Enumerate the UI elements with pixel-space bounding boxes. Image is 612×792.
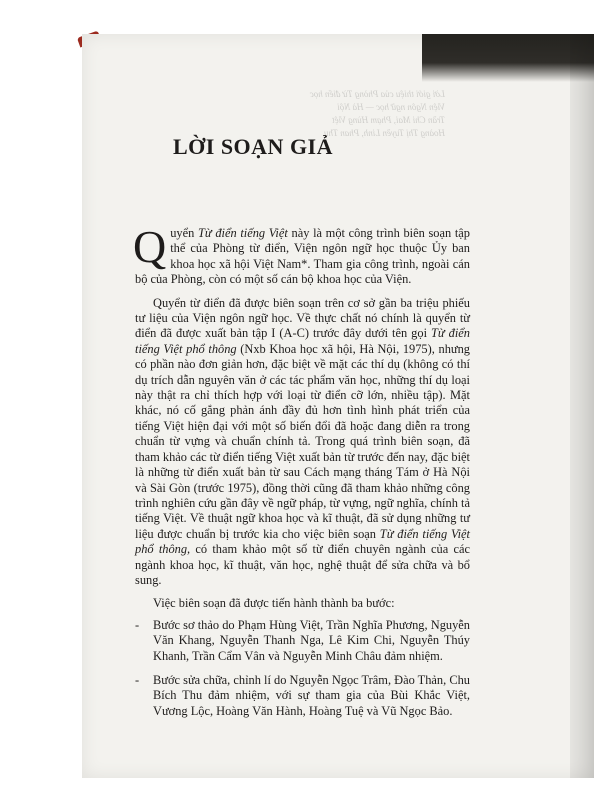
drop-cap: Q [133, 221, 167, 272]
paragraph-3: Việc biên soạn đã được tiến hành thành ba bước: [153, 596, 395, 611]
page-title: LỜI SOẠN GIẢ [172, 134, 334, 159]
paragraph-1: Quyển Từ điển tiếng Việt này là một công trình biên soạn tập thể của Phòng từ điển, Viện ngôn ngữ học thuộc Ủy ban khoa học xã hội Việt Nam*. Tham gia công trình, ngoài cán bộ của Phòng, còn có một số cán bộ khoa học của Viện. [133, 221, 471, 287]
steps-list [135, 618, 470, 719]
list-item: - Bước sửa chữa, chỉnh lí do Nguyễn Ngọc Trâm, Đào Thản, Chu Bích Thu đảm nhiệm, với sự tham gia của Bùi Khắc Việt, Vương Lộc, Hoàng Văn Hành, Hoàng Tuệ và Vũ Ngọc Bảo. [135, 672, 470, 718]
paragraph-2: Quyển từ điển đã được biên soạn trên cơ sở gần ba triệu phiếu tư liệu của Viện ngôn ngữ học. Về thực chất nó chính là quyển từ điển đã được xuất bản tập I (A-C) trước đây dưới tên gọi Từ điển tiếng Việt phổ thông (Nxb Khoa học xã hội, Hà Nội, 1975), nhưng có phần nào đơn giản hơn, đặc biệt về mặt các thí dụ (không có thí dụ trích dẫn nguyên văn ở các tác phẩm văn học, những thí dụ loại này thật ra chỉ thích hợp với loại từ điển cỡ lớn, nhiều tập). Mặt khác, nó cố gắng phản ánh đầy đủ hơn tình hình phát triển của tiếng Việt hiện đại với một số biến đổi đã hoặc đang diễn ra trong chuẩn từ vựng và chuẩn chính tả. Trong quá trình biên soạn, đã tham khảo các từ điển tiếng Việt xuất bản từ trước đến nay, đặc biệt là những từ điển xuất bản từ sau Cách mạng tháng Tám ở Hà Nội và Sài Gòn (trước 1975), đồng thời cũng đã tham khảo những công trình nghiên cứu gần đây về ngữ pháp, từ vựng, ngữ nghĩa, chính tả tiếng Việt. Về thuật ngữ khoa học và kĩ thuật, đã sử dụng những tư liệu được chuẩn bị trước kia cho việc biên soạn Từ điển tiếng Việt phổ thông, có tham khảo một số từ điển chuyên ngành của các ngành khoa học, kĩ thuật, văn học, nghệ thuật để sửa chữa và bổ sung. [135, 295, 470, 587]
body-text [133, 221, 471, 728]
page-top-shadow [422, 34, 594, 82]
show-through-text: Lời giới thiệu của Phòng Từ điển học Viện Ngôn ngữ học — Hà Nội Trần Chi Mai, Phạm Hùng Việt Hoàng Thị Tuyền Linh, Phan Thu [309, 89, 445, 138]
page-right-shadow [570, 34, 594, 778]
list-item: - Bước sơ thảo do Phạm Hùng Việt, Trần Nghĩa Phương, Nguyễn Văn Khang, Nguyễn Thanh Nga, Lê Kim Chi, Nguyễn Thúy Khanh, Trần Cẩm Vân và Nguyễn Minh Châu đảm nhiệm. [135, 617, 470, 663]
